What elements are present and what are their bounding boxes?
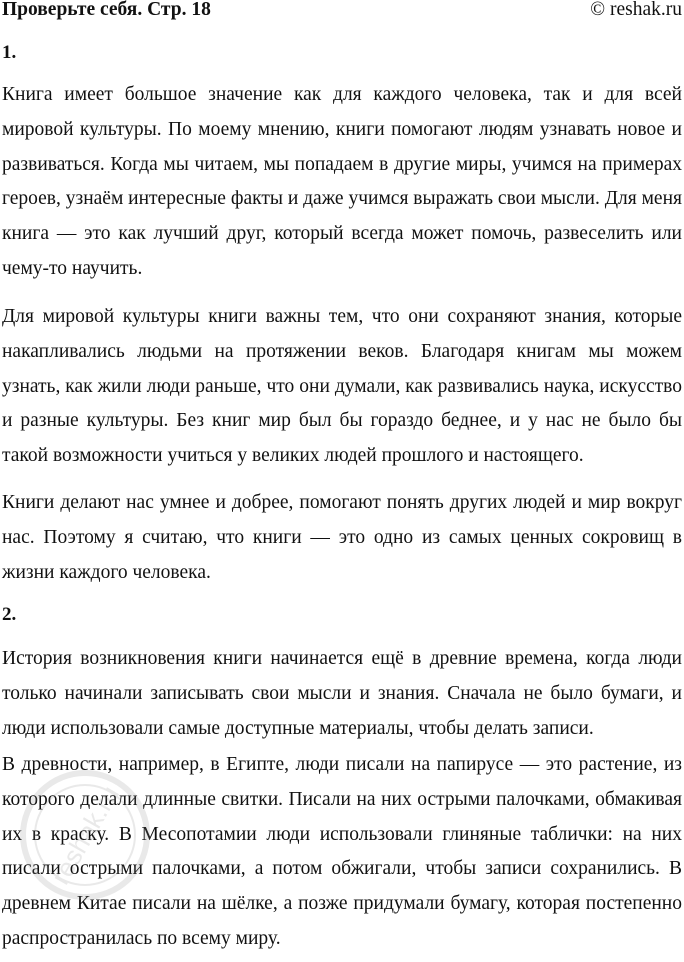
section-1-paragraph-2: Для мировой культуры книги важны тем, что они сохраняют знания, которые накапливались людьми на протяжении веков. Благодаря книгам мы можем узнать, как жили люди раньше, что они думали, как развивались наука, искусство и разные культуры. Без книг мир был бы гораздо беднее, и у нас не было бы такой возможности учиться у великих людей прошлого и настоящего. [2, 306, 682, 467]
section-2-paragraph-1: История возникновения книги начинается ещё в древние времена, когда люди только начинали записывать свои мысли и знания. Сначала не было бумаги, и люди использовали самые доступные материалы, чтобы делать записи. [2, 648, 682, 739]
section-1-paragraph-1: Книга имеет большое значение как для каждого человека, так и для всей мировой культуры. По моему мнению, книги помогают людям узнавать новое и развиваться. Когда мы читаем, мы попадаем в другие миры, учимся на примерах героев, узнаём интересные факты и даже учимся выражать свои мысли. Для меня книга — это как лучший друг, который всегда может помочь, развеселить или чему-то научить. [2, 84, 682, 279]
section-number-2: 2. [2, 604, 17, 625]
site-credit: © reshak.ru [590, 0, 682, 20]
section-number-1: 1. [2, 42, 17, 63]
section-2-paragraph-2: В древности, например, в Египте, люди писали на папирусе — это растение, из которого делали длинные свитки. Писали на них острыми палочками, обмакивая их в краску. В Месопотамии люди использовали глиняные таблички: на них писали острыми палочками, а потом обжигали, чтобы записи сохранились. В древнем Китае писали на шёлке, а позже придумали бумагу, которая постепенно распространилась по всему миру. [2, 754, 682, 949]
page-header [0, 0, 684, 24]
watermark-text: reshak.ru [44, 780, 126, 890]
section-1-paragraph-3: Книги делают нас умнее и добрее, помогают понять других людей и мир вокруг нас. Поэтому я считаю, что книги — это одно из самых ценных сокровищ в жизни каждого человека. [2, 492, 682, 583]
page-title: Проверьте себя. Стр. 18 [2, 0, 211, 20]
